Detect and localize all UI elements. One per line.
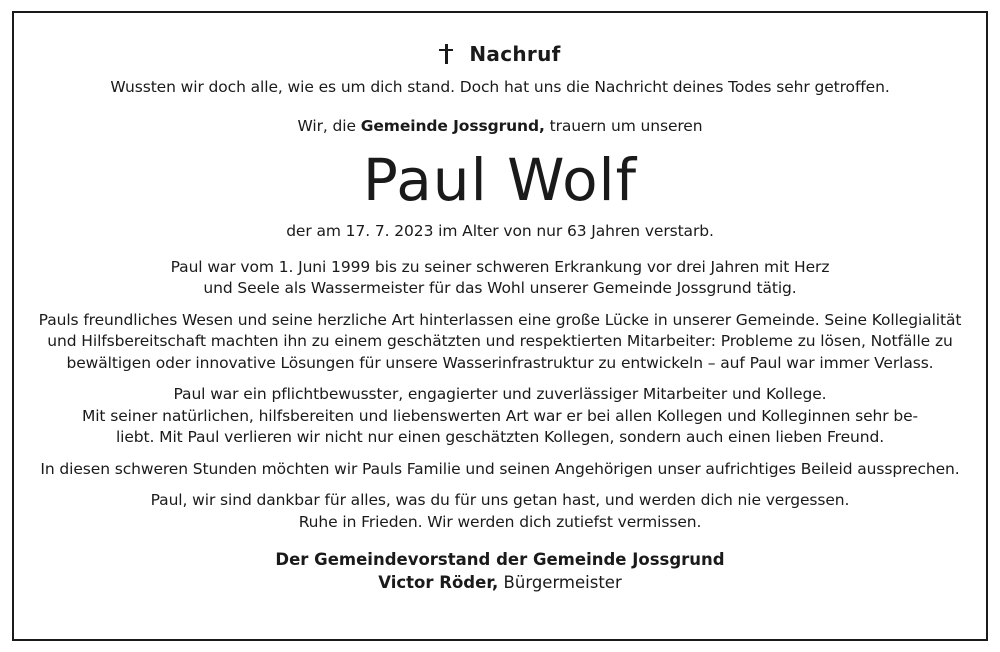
obituary-header: [14, 42, 986, 66]
paragraph-line: Paul war ein pflichtbewusster, engagierter und zuverlässiger Mitarbeiter und Kollege.: [173, 385, 827, 403]
mourning-post: trauern um unseren: [544, 116, 703, 135]
paragraph-colleague: [14, 384, 986, 449]
cross-icon: [439, 44, 453, 64]
paragraph-line: Ruhe in Frieden. Wir werden dich zutiefst vermissen.: [298, 512, 702, 531]
deceased-name: Paul Wolf: [362, 146, 638, 214]
obituary-frame: [12, 11, 988, 641]
paragraph-career: [14, 257, 986, 300]
death-notice: der am 17. 7. 2023 im Alter von nur 63 Jahren verstarb.: [286, 222, 714, 240]
paragraph-character: [14, 310, 986, 375]
signature-block: [14, 548, 986, 594]
paragraph-condolence: [14, 459, 986, 481]
header-title: Nachruf: [469, 42, 561, 66]
paragraph-line: In diesen schweren Stunden möchten wir Pauls Familie und seinen Angehörigen unser aufrichtiges Beileid aussprechen.: [40, 459, 960, 478]
signature-role: Bürgermeister: [498, 573, 622, 592]
signature-person: [14, 571, 986, 594]
signature-org: [14, 548, 986, 571]
paragraph-line: und Hilfsbereitschaft machten ihn zu einem geschätzten und respektierten Mitarbeiter: Probleme zu lösen, Notfälle zu: [47, 332, 953, 350]
paragraph-line: Mit seiner natürlichen, hilfsbereiten und liebenswerten Art war er bei allen Kollegen und Kolleginnen sehr be-: [81, 406, 919, 425]
paragraph-farewell: [14, 490, 986, 533]
paragraph-line: Paul war vom 1. Juni 1999 bis zu seiner schweren Erkrankung vor drei Jahren mit Herz: [170, 257, 830, 276]
obituary-content: [14, 13, 986, 594]
paragraph-line: liebt. Mit Paul verlieren wir nicht nur einen geschätzten Kollegen, sondern auch einen lieben Freund.: [115, 428, 885, 446]
mourning-pre: Wir, die: [297, 116, 361, 135]
paragraph-line: Paul, wir sind dankbar für alles, was du für uns getan hast, und werden dich nie vergessen.: [150, 491, 850, 509]
paragraph-line: bewältigen oder innovative Lösungen für unsere Wasserinfrastruktur zu entwickeln – auf Paul war immer Verlass.: [66, 353, 934, 372]
intro-text: Wussten wir doch alle, wie es um dich stand. Doch hat uns die Nachricht deines Todes sehr getroffen.: [110, 78, 890, 96]
mourning-statement: [14, 116, 986, 138]
signature-org-text: Der Gemeindevorstand der Gemeinde Jossgrund: [275, 550, 725, 569]
signature-name: Victor Röder,: [378, 573, 499, 592]
paragraph-line: Pauls freundliches Wesen und seine herzliche Art hinterlassen eine große Lücke in unserer Gemeinde. Seine Kollegialität: [38, 310, 962, 329]
paragraph-line: und Seele als Wassermeister für das Wohl unserer Gemeinde Jossgrund tätig.: [203, 279, 797, 297]
mourning-org: Gemeinde Jossgrund,: [360, 116, 545, 135]
